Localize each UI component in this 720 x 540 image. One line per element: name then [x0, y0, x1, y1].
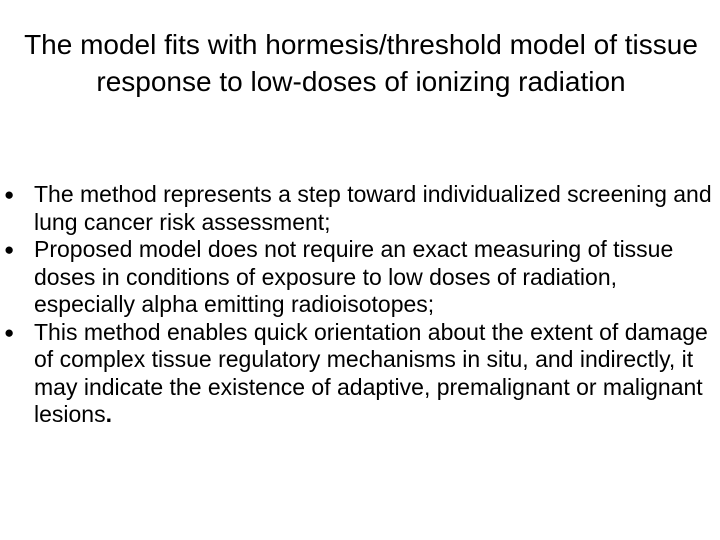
slide-title: The model fits with hormesis/threshold model of tissue response to low-doses of ionizing radiation [24, 29, 698, 97]
bullet-dot-icon: ● [4, 185, 15, 204]
bullet-item [4, 181, 716, 236]
bullet-dot-icon: ● [4, 240, 15, 259]
bullet-end-mark: . [105, 401, 112, 427]
bullet-text: Proposed model does not require an exact measuring of tissue doses in conditions of exposure to low doses of radiation, especially alpha emitting radioisotopes; [34, 236, 674, 317]
bullet-text: The method represents a step toward individualized screening and lung cancer risk assessment; [34, 181, 712, 235]
bullet-dot-icon: ● [4, 322, 15, 342]
bullet-item [4, 319, 716, 429]
bullet-list [4, 181, 716, 429]
bullet-item [4, 236, 716, 319]
bullet-text: This method enables quick orientation about the extent of damage of complex tissue regulatory mechanisms in situ, and indirectly, it may indicate the existence of adaptive, premalignant or malignant lesions [34, 318, 708, 427]
